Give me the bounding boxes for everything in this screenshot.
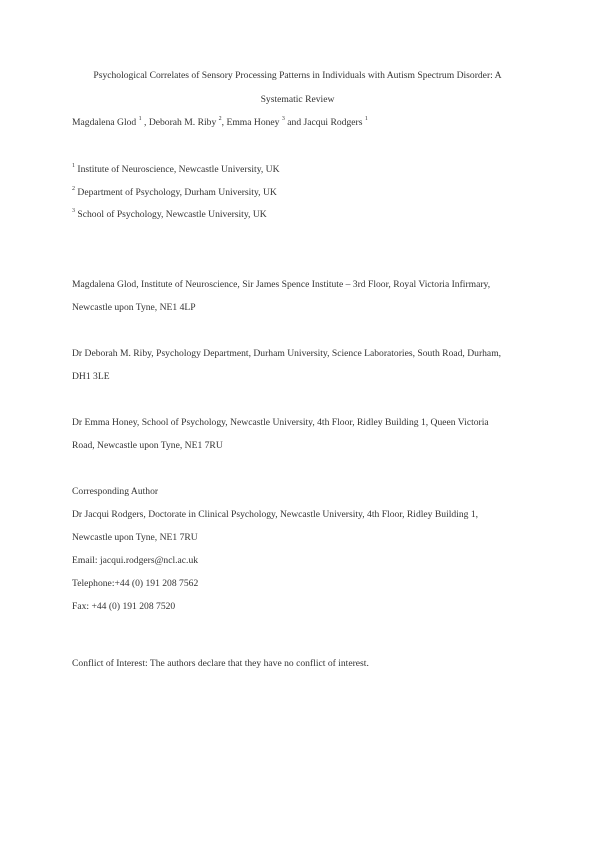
affiliation-1 (72, 164, 280, 176)
affiliation-text: Institute of Neuroscience, Newcastle University, UK (77, 164, 280, 175)
paper-title-line-2: Systematic Review (260, 94, 335, 105)
author-list (72, 117, 368, 129)
corresponding-fax: Fax: +44 (0) 191 208 7520 (72, 601, 176, 612)
author-separator: , (141, 117, 149, 128)
author-affiliation-mark: 1 (138, 115, 142, 122)
corresponding-email: Email: jacqui.rodgers@ncl.ac.uk (72, 555, 199, 566)
affiliation-2 (72, 187, 277, 199)
author-name: Emma Honey (226, 117, 280, 128)
affiliation-text: School of Psychology, Newcastle University, UK (77, 209, 267, 220)
address-glod-line-2: Newcastle upon Tyne, NE1 4LP (72, 302, 196, 313)
affiliation-mark: 2 (72, 185, 75, 192)
address-glod-line-1: Magdalena Glod, Institute of Neuroscience, Sir James Spence Institute – 3rd Floor, Royal Victoria Infirmary, (72, 279, 491, 290)
author-affiliation-mark: 3 (281, 115, 285, 122)
corresponding-author-heading: Corresponding Author (72, 486, 159, 497)
conflict-of-interest-statement: Conflict of Interest: The authors declare that they have no conflict of interest. (72, 658, 369, 669)
author-affiliation-mark: 1 (364, 115, 368, 122)
address-riby-line-1: Dr Deborah M. Riby, Psychology Department, Durham University, Science Laboratories, South Road, Durham, (72, 348, 502, 359)
author-separator: and (284, 117, 304, 128)
corresponding-address-line-1: Dr Jacqui Rodgers, Doctorate in Clinical Psychology, Newcastle University, 4th Floor, Ridley Building 1, (72, 509, 479, 520)
affiliation-3 (72, 209, 267, 221)
paper-title-line-1: Psychological Correlates of Sensory Processing Patterns in Individuals with Autism Spectrum Disorder: A (93, 70, 502, 81)
author-separator: , (221, 117, 227, 128)
author-name: Deborah M. Riby (148, 117, 217, 128)
author-name: Jacqui Rodgers (303, 117, 363, 128)
author-affiliation-mark: 2 (218, 115, 222, 122)
address-honey-line-1: Dr Emma Honey, School of Psychology, Newcastle University, 4th Floor, Ridley Building 1, Queen Victoria (72, 417, 489, 428)
affiliation-text: Department of Psychology, Durham University, UK (77, 187, 277, 198)
author-name: Magdalena Glod (72, 117, 137, 128)
affiliation-mark: 1 (72, 162, 75, 169)
corresponding-address-line-2: Newcastle upon Tyne, NE1 7RU (72, 532, 198, 543)
corresponding-telephone: Telephone:+44 (0) 191 208 7562 (72, 578, 199, 589)
address-riby-line-2: DH1 3LE (72, 371, 110, 382)
address-honey-line-2: Road, Newcastle upon Tyne, NE1 7RU (72, 440, 223, 451)
affiliation-mark: 3 (72, 207, 75, 214)
